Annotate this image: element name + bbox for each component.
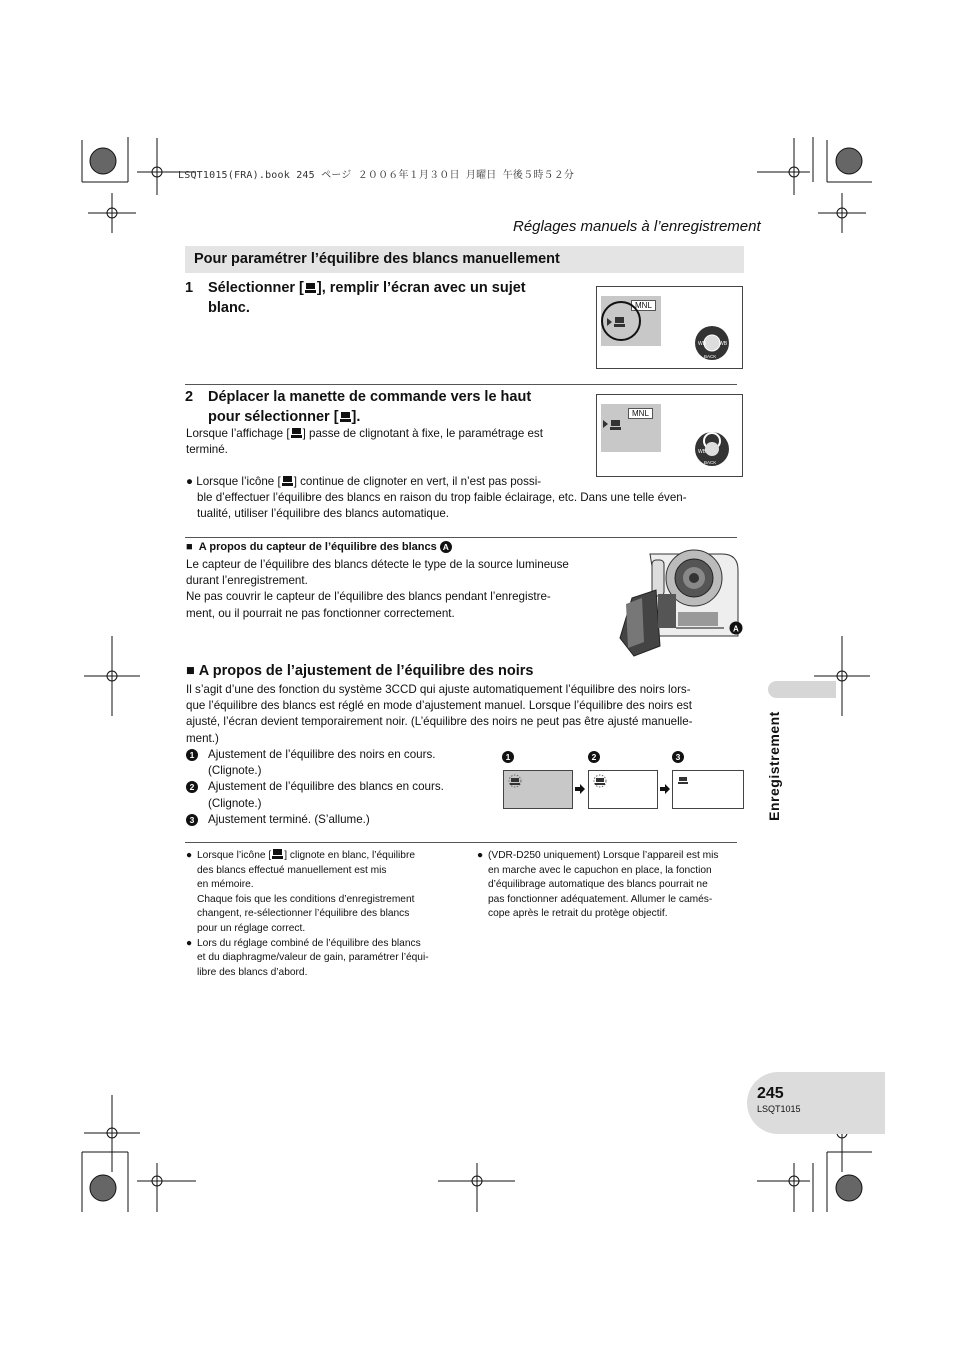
square-bullet-icon: ■ xyxy=(186,663,195,679)
heading-box xyxy=(185,246,744,273)
joystick-icon xyxy=(694,325,730,361)
mnl-badge: MNL xyxy=(631,300,656,311)
heading-title: Pour paramétrer l’équilibre des blancs manuellement xyxy=(194,251,560,267)
step-text: Sélectionner [ xyxy=(208,280,304,296)
divider xyxy=(185,384,737,385)
bullet-icon: ● xyxy=(477,850,484,861)
section-title: Réglages manuels à l’enregistrement xyxy=(513,218,761,235)
svg-text:BACK: BACK xyxy=(704,354,717,359)
note-item: ● (VDR-D250 uniquement) Lorsque l’appareil est mis en marche avec le capuchon en place, la fonction d’équilibrage automatique des blancs pourrait ne pas fonctionner adéquatement. Allumer le camés- cope après le retrait du protège objectif. xyxy=(477,850,719,920)
list-item: 3 Ajustement terminé. (S’allume.) xyxy=(186,812,476,828)
badge-a: A xyxy=(733,624,739,634)
screen-state-1 xyxy=(503,770,573,809)
bullet-note: ● Lorsque l’icône [ ] continue de clignoter en vert, il n’est pas possi- ble d’effectuer l’équilibre des blancs en raison du trop faible éclairage, etc. Dans une telle éven- tualité, utiliser l’équilibre des blancs automatique. xyxy=(186,475,687,521)
arrow-icon xyxy=(575,784,585,794)
diagram-label: 2 xyxy=(588,751,600,763)
list-item: 1 Ajustement de l’équilibre des noirs en cours. (Clignote.) xyxy=(186,747,476,779)
divider xyxy=(185,537,737,538)
square-bullet-icon: ■ xyxy=(186,541,193,553)
black-balance-text: Il s’agit d’une des fonction du système 3CCD qui ajuste automatiquement l’équilibre des noirs lors- que l’équilibre des blancs est réglé en mode d’ajustement manuel. Lorsque l’équilibre des noirs est ajusté, l’écran devient temporairement noir. (L’équilibre des noirs ne peut pas être ajusté manuelle- ment.) xyxy=(186,683,693,745)
page-code: LSQT1015 xyxy=(757,1104,801,1114)
chapter-tab xyxy=(768,681,836,698)
white-balance-icon xyxy=(305,279,316,289)
svg-text:WB: WB xyxy=(698,341,707,347)
black-balance-heading: ■ A propos de l’ajustement de l’équilibre des noirs xyxy=(186,663,534,679)
arrow-icon xyxy=(660,784,670,794)
step-text: ], remplir l’écran avec un sujet xyxy=(316,280,526,296)
step-number: 1 xyxy=(185,280,194,296)
notes-right xyxy=(477,849,752,922)
page-number-box xyxy=(747,1072,885,1134)
sensor-text: Le capteur de l’équilibre des blancs détecte le type de la source lumineuse durant l’enregistrement. Ne pas couvrir le capteur de l’équilibre des blancs pendant l’enregistre- ment, ou il pourrait ne pas fonctionner correctement. xyxy=(186,558,569,620)
step-1 xyxy=(185,278,585,320)
notes-left xyxy=(186,849,471,980)
white-balance-icon xyxy=(272,849,283,859)
list-item: 2 Ajustement de l’équilibre des blancs en cours. (Clignote.) xyxy=(186,779,476,811)
divider xyxy=(185,842,737,843)
black-balance-list xyxy=(186,747,476,828)
svg-text:WB: WB xyxy=(698,449,707,455)
screen-state-2 xyxy=(588,770,658,809)
page-number: 245 xyxy=(757,1085,784,1102)
screen-state-3 xyxy=(672,770,744,809)
side-label: Enregistrement xyxy=(766,711,782,821)
diagram-label: 1 xyxy=(502,751,514,763)
step-2-description: Lorsque l’affichage [ ] passe de clignotant à fixe, le paramétrage est terminé. xyxy=(186,427,543,457)
lcd-illustration-1 xyxy=(596,286,743,369)
bullet-icon: ● xyxy=(186,475,194,488)
print-header: LSQT1015(FRA).book 245 ページ ２００６年１月３０日 月曜日 午後５時５２分 xyxy=(178,170,575,181)
highlight-circle xyxy=(599,299,643,343)
step-text: pour sélectionner [ xyxy=(208,409,339,425)
svg-text:WB: WB xyxy=(719,341,728,347)
step-number: 2 xyxy=(185,389,194,405)
note-item: ● Lorsque l’icône [ ] clignote en blanc, l’équilibre des blancs effectué manuellement est mis en mémoire. Chaque fois que les conditions d’enregistrement changent, re-sélectionner l’équilibre des blancs pour un réglage correct. xyxy=(186,850,416,934)
joystick-icon xyxy=(694,431,730,467)
svg-text:BACK: BACK xyxy=(704,460,717,465)
white-balance-icon xyxy=(603,419,627,431)
bullet-icon: ● xyxy=(186,850,193,861)
mnl-badge: MNL xyxy=(628,408,653,419)
step-text: blanc. xyxy=(208,300,250,316)
step-text: ]. xyxy=(351,409,361,425)
white-balance-icon xyxy=(340,408,351,418)
diagram-label: 3 xyxy=(672,751,684,763)
note-item: ● Lors du réglage combiné de l’équilibre des blancs et du diaphragme/valeur de gain, paramétrer l’équi- libre des blancs d’abord. xyxy=(186,937,429,978)
camcorder-illustration xyxy=(612,546,747,658)
white-balance-icon xyxy=(282,475,293,485)
lcd-illustration-2 xyxy=(596,394,743,477)
sensor-heading: ■ A propos du capteur de l’équilibre des blancs A xyxy=(186,541,452,553)
step-2 xyxy=(185,387,585,429)
sequence-diagram xyxy=(502,751,747,813)
bullet-icon: ● xyxy=(186,937,193,949)
white-balance-icon xyxy=(291,427,302,437)
badge-a: A xyxy=(440,541,452,553)
step-text: Déplacer la manette de commande vers le haut xyxy=(208,389,532,405)
